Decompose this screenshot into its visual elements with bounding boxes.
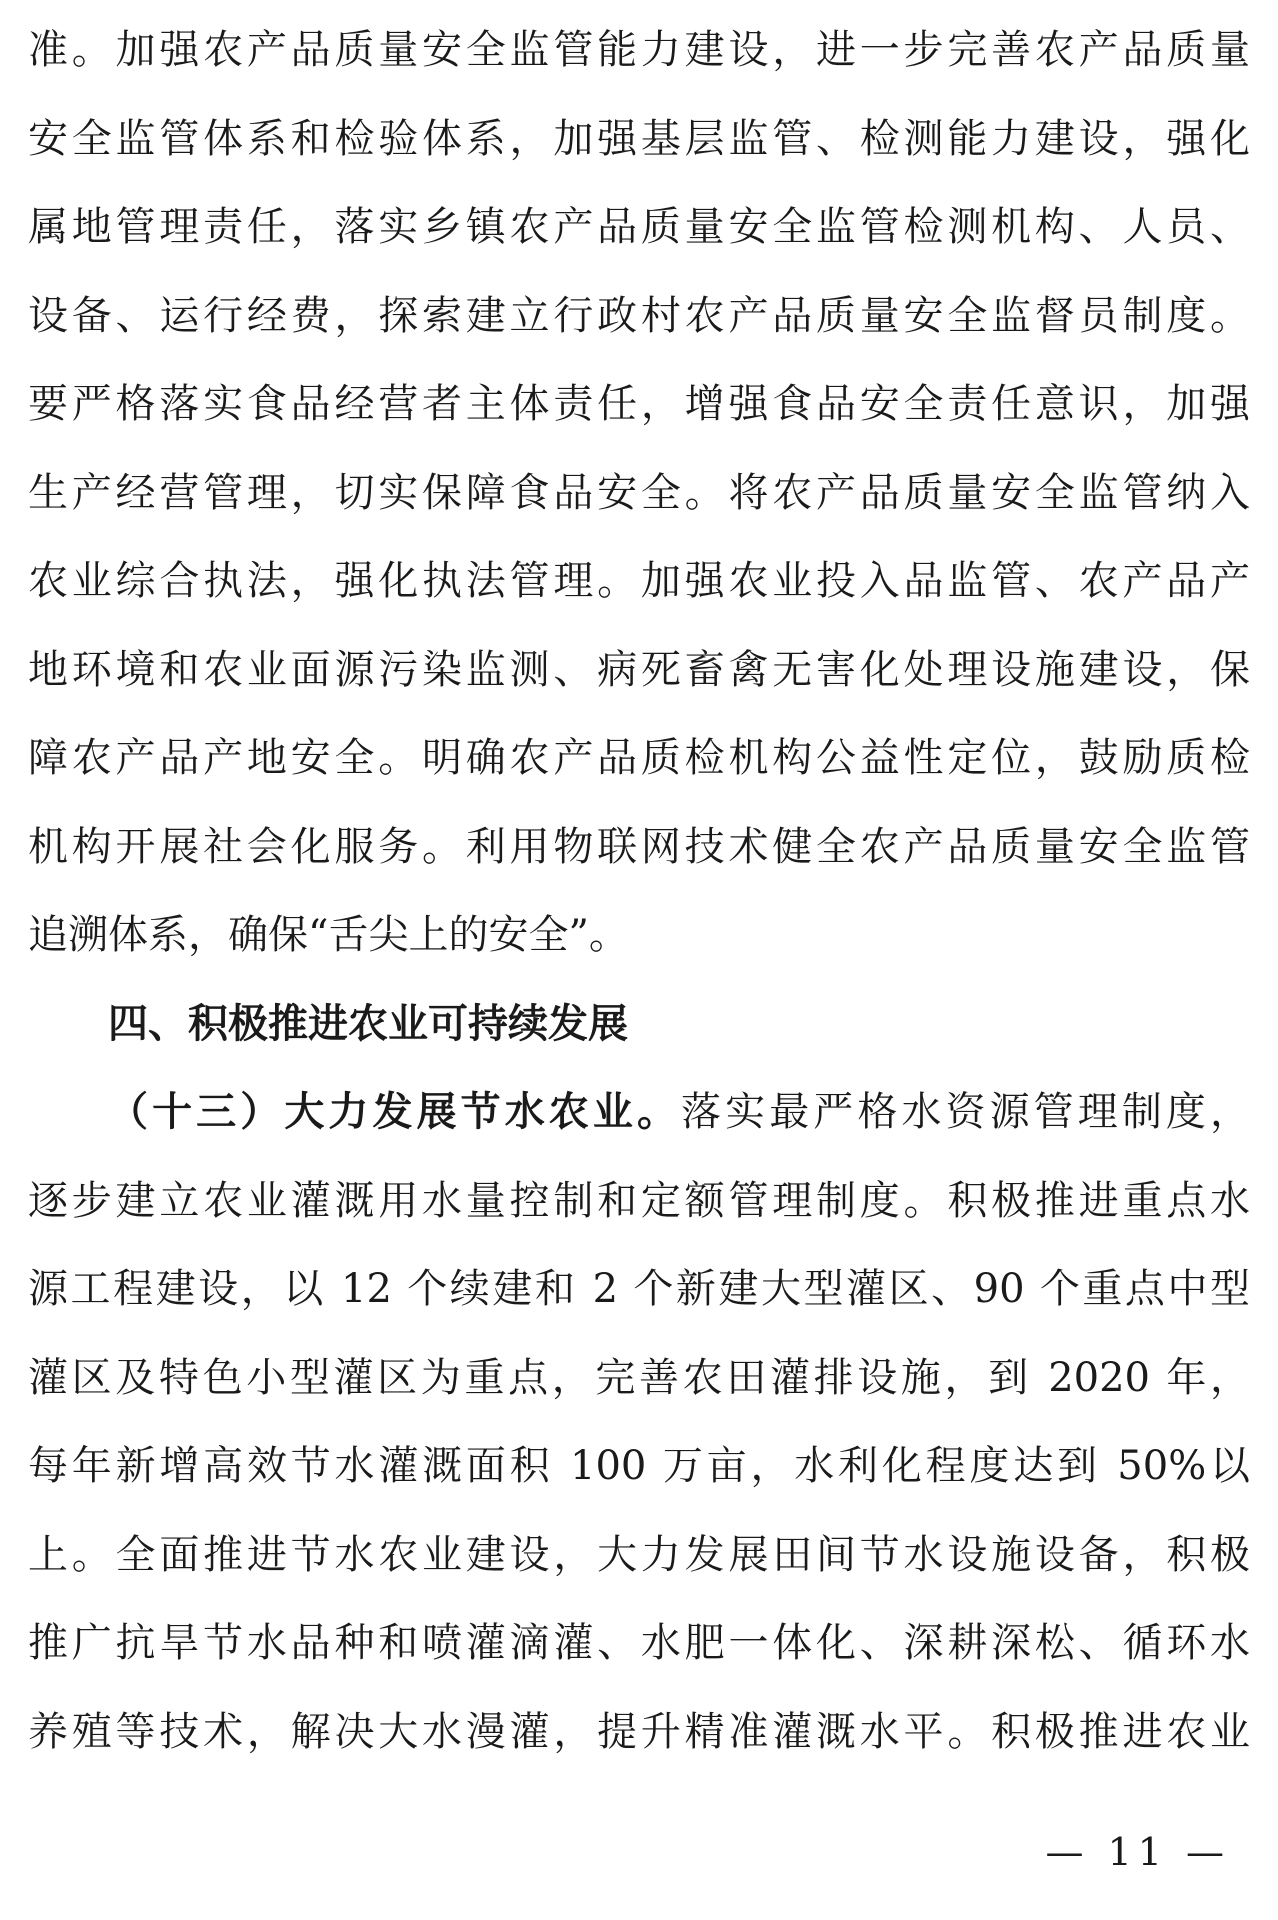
text-line: 地环境和农业面源污染监测、病死畜禽无害化处理设施建设，保 (28, 646, 1250, 693)
paragraph-first-line (28, 1068, 1250, 1157)
text-line: 生产经营管理，切实保障食品安全。将农产品质量安全监管纳入 (28, 469, 1250, 516)
text-line: 障农产品产地安全。明确农产品质检机构公益性定位，鼓励质检 (28, 735, 1250, 781)
document-body (28, 6, 1250, 1776)
text-line: 追溯体系，确保“舌尖上的安全”。 (28, 912, 629, 958)
text-line: 养殖等技术，解决大水漫灌，提升精准灌溉水平。积极推进农业 (28, 1708, 1250, 1755)
text-line: 推广抗旱节水品种和喷灌滴灌、水肥一体化、深耕深松、循环水 (28, 1620, 1250, 1666)
text-line: 农业综合执法，强化执法管理。加强农业投入品监管、农产品产 (28, 558, 1250, 604)
text-line: 准。加强农产品质量安全监管能力建设，进一步完善农产品质量 (28, 27, 1250, 73)
text-line: 设备、运行经费，探索建立行政村农产品质量安全监督员制度。 (28, 292, 1250, 339)
page-number: — 11 — (1045, 1830, 1230, 1874)
text-line: 属地管理责任，落实乡镇农产品质量安全监管检测机构、人员、 (28, 204, 1250, 250)
paragraph-lead: （十三）大力发展节水农业。 (108, 1088, 682, 1135)
text-line: 机构开展社会化服务。利用物联网技术健全农产品质量安全监管 (28, 823, 1250, 870)
text-line: 要严格落实食品经营者主体责任，增强食品安全责任意识，加强 (28, 381, 1250, 427)
section-heading: 四、积极推进农业可持续发展 (108, 1000, 628, 1047)
text-line: 灌区及特色小型灌区为重点，完善农田灌排设施，到 2020 年， (28, 1354, 1250, 1401)
text-line: 源工程建设，以 12 个续建和 2 个新建大型灌区、90 个重点中型 (28, 1266, 1250, 1312)
text-line: 每年新增高效节水灌溉面积 100 万亩，水利化程度达到 50%以 (28, 1443, 1250, 1489)
text-line: 安全监管体系和检验体系，加强基层监管、检测能力建设，强化 (28, 115, 1250, 162)
text-line: 上。全面推进节水农业建设，大力发展田间节水设施设备，积极 (28, 1531, 1250, 1578)
paragraph-first-line-rest: 落实最严格水资源管理制度， (681, 1089, 1250, 1135)
text-line: 逐步建立农业灌溉用水量控制和定额管理制度。积极推进重点水 (28, 1177, 1250, 1224)
